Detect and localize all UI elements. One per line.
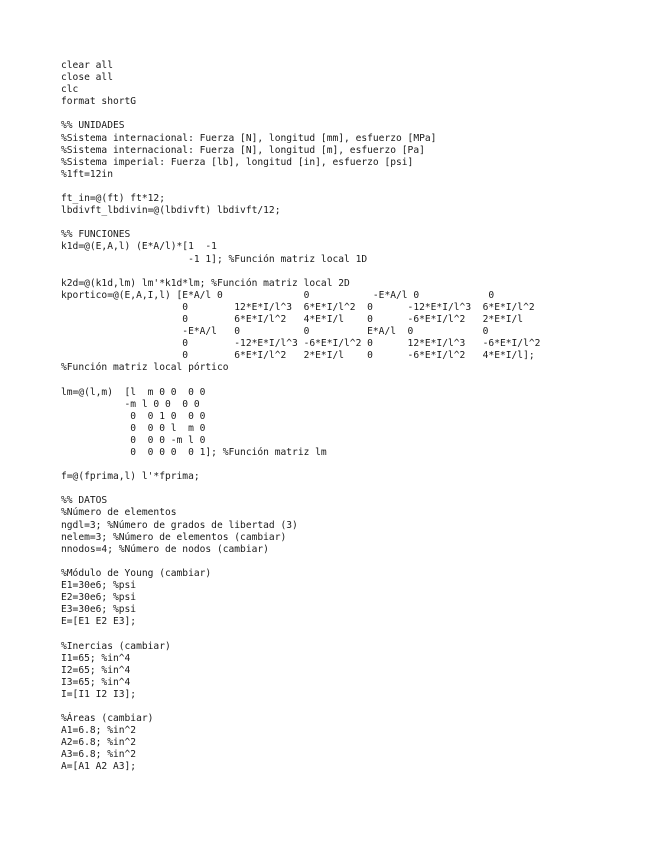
code-line: %1ft=12in <box>61 168 113 180</box>
code-line: clear all <box>61 60 113 71</box>
code-line: k2d=@(k1d,lm) lm'*k1d*lm; %Función matriz local 2D <box>61 277 350 289</box>
code-line <box>61 217 540 229</box>
code-line <box>61 266 540 278</box>
code-line: %Módulo de Young (cambiar) <box>61 567 212 579</box>
code-line: 0 0 1 0 0 0 <box>61 410 206 422</box>
code-line <box>61 108 540 120</box>
code-line <box>61 556 540 568</box>
code-line: I1=65; %in^4 <box>61 652 131 664</box>
code-line: 0 0 0 0 0 1]; %Función matriz lm <box>61 447 327 458</box>
code-line: E3=30e6; %psi <box>61 604 137 616</box>
code-line: nnodos=4; %Número de nodos (cambiar) <box>61 543 269 555</box>
code-line: 0 0 0 -m l 0 <box>61 434 206 446</box>
code-line <box>61 483 540 495</box>
code-line: 0 6*E*I/l^2 4*E*I/l 0 -6*E*I/l^2 2*E*I/l <box>61 313 524 325</box>
code-line <box>61 628 540 640</box>
code-line: I=[I1 I2 I3]; <box>61 688 137 700</box>
code-line: 0 -12*E*I/l^3 -6*E*I/l^2 0 12*E*I/l^3 -6*E*I/l^2 <box>61 338 541 350</box>
code-line: 0 0 0 l m 0 <box>61 422 206 434</box>
code-line: lm=@(l,m) [l m 0 0 0 0 <box>61 386 206 398</box>
code-line <box>61 181 540 193</box>
code-line: %Número de elementos <box>61 507 177 519</box>
code-line <box>61 459 540 471</box>
code-line: 0 12*E*I/l^3 6*E*I/l^2 0 -12*E*I/l^3 6*E*I/l^2 <box>61 301 535 313</box>
code-line: %Sistema internacional: Fuerza [N], longitud [mm], esfuerzo [MPa] <box>61 132 437 144</box>
code-line: %Función matriz local pórtico <box>61 362 229 374</box>
code-line: f=@(fprima,l) l'*fprima; <box>61 471 200 483</box>
code-line: %% FUNCIONES <box>61 229 131 241</box>
code-line: E=[E1 E2 E3]; <box>61 616 137 628</box>
code-line: kportico=@(E,A,I,l) [E*A/l 0 0 -E*A/l 0 0 <box>61 289 495 301</box>
code-line: lbdivft_lbdivin=@(lbdivft) lbdivft/12; <box>61 205 281 217</box>
code-line: 0 6*E*I/l^2 2*E*I/l 0 -6*E*I/l^2 4*E*I/l]; <box>61 350 535 362</box>
code-line: k1d=@(E,A,l) (E*A/l)*[1 -1 <box>61 241 217 253</box>
code-line: -E*A/l 0 0 E*A/l 0 0 <box>61 326 489 338</box>
code-line <box>61 701 540 713</box>
code-line: clc <box>61 84 79 96</box>
code-line: nelem=3; %Número de elementos (cambiar) <box>61 531 287 543</box>
code-line: %Sistema internacional: Fuerza [N], longitud [m], esfuerzo [Pa] <box>61 144 425 156</box>
code-line: ngdl=3; %Número de grados de libertad (3) <box>61 519 298 531</box>
code-line: %Inercias (cambiar) <box>61 640 171 652</box>
code-line: format shortG <box>61 96 137 108</box>
code-listing <box>61 60 540 774</box>
code-line: ft_in=@(ft) ft*12; <box>61 193 165 205</box>
code-line: %% DATOS <box>61 495 108 507</box>
code-line: -m l 0 0 0 0 <box>61 398 200 410</box>
code-line: A=[A1 A2 A3]; <box>61 761 137 773</box>
code-line: I2=65; %in^4 <box>61 664 131 676</box>
code-line: A1=6.8; %in^2 <box>61 725 137 737</box>
code-line: close all <box>61 72 113 84</box>
code-line: -1 1]; %Función matriz local 1D <box>61 253 368 265</box>
code-line: E2=30e6; %psi <box>61 592 137 604</box>
code-line: %% UNIDADES <box>61 120 125 132</box>
code-line: %Áreas (cambiar) <box>61 713 154 725</box>
code-line: I3=65; %in^4 <box>61 676 131 688</box>
code-line: A3=6.8; %in^2 <box>61 749 137 761</box>
code-line: A2=6.8; %in^2 <box>61 737 137 749</box>
code-line: E1=30e6; %psi <box>61 580 137 592</box>
code-line <box>61 374 540 386</box>
code-line: %Sistema imperial: Fuerza [lb], longitud [in], esfuerzo [psi] <box>61 156 414 168</box>
